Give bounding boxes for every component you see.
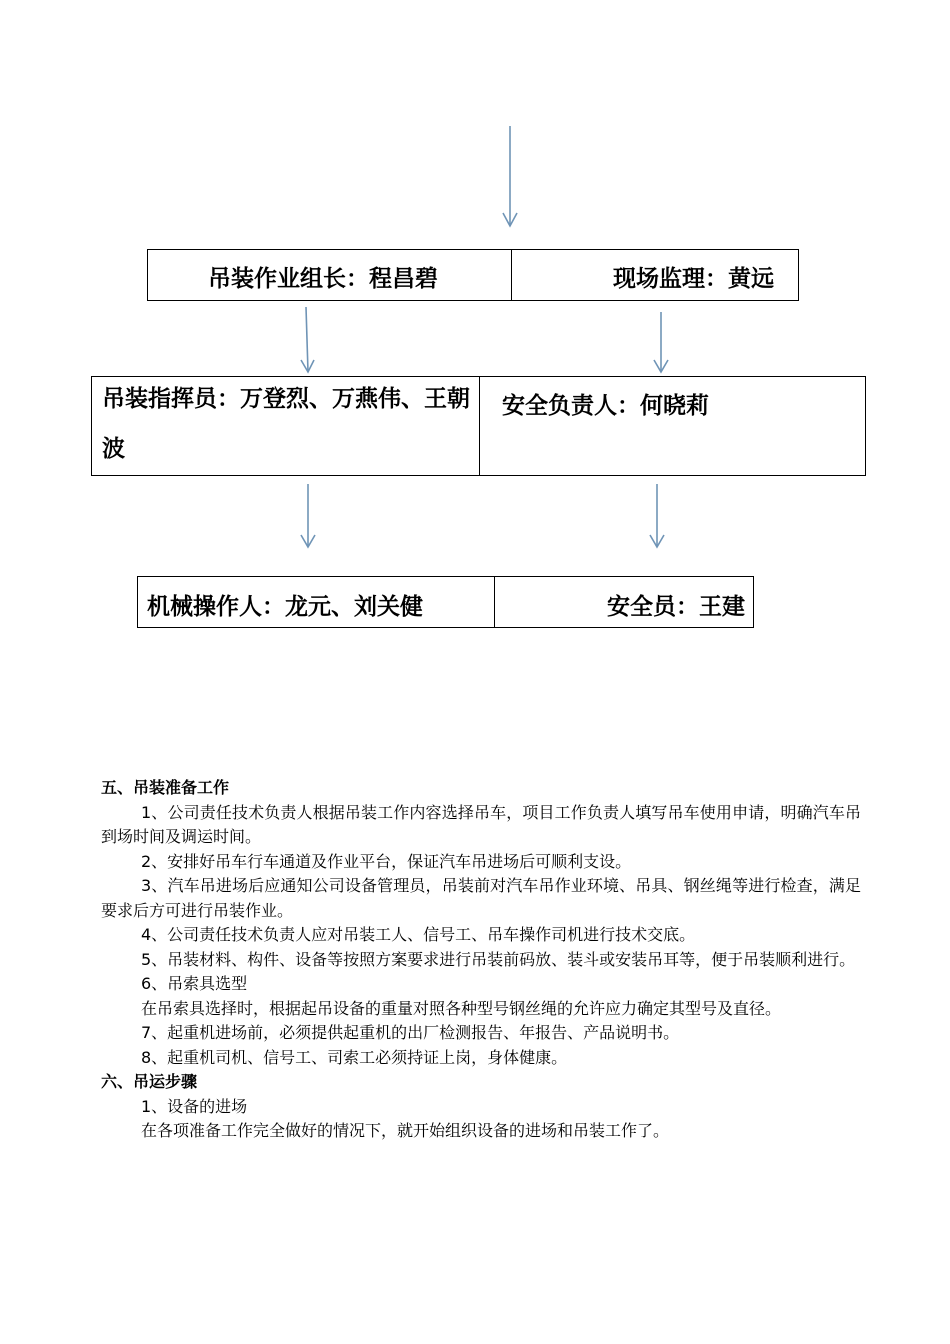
- arrow-right-2-icon: [650, 484, 664, 547]
- arrow-left-1-icon: [301, 307, 314, 372]
- section-5-item: 7、起重机进场前，必须提供起重机的出厂检测报告、年报告、产品说明书。: [141, 1023, 680, 1042]
- arrow-top-icon: [503, 126, 517, 226]
- section-6-heading: 六、吊运步骤: [101, 1072, 198, 1091]
- section-6-item: 1、设备的进场: [141, 1096, 248, 1116]
- document-body: [101, 776, 861, 1144]
- arrow-left-2-icon: [301, 484, 315, 547]
- section-5-item: 6、吊索具选型: [141, 974, 248, 993]
- section-5-item: 2、安排好吊车行车通道及作业平台，保证汽车吊进场后可顺利支设。: [141, 851, 632, 871]
- org-row-3: [137, 576, 754, 628]
- section-5-item: 8、起重机司机、信号工、司索工必须持证上岗，身体健康。: [141, 1047, 568, 1067]
- section-5-item: 在吊索具选择时，根据起吊设备的重量对照各种型号钢丝绳的允许应力确定其型号及直径。: [141, 998, 782, 1018]
- org-row-2: [91, 376, 866, 476]
- section-5-item: 3、汽车吊进场后应通知公司设备管理员，吊装前对汽车吊作业环境、吊具、钢丝绳等进行检查，满足要求后方可进行吊装作业。: [101, 876, 861, 920]
- section-5-heading: 五、吊装准备工作: [101, 778, 230, 797]
- lifting-team-leader: 吊装作业组长：程昌碧: [208, 266, 438, 292]
- org-row-1: [147, 249, 799, 301]
- lifting-commanders: 吊装指挥员：万登烈、万燕伟、王朝波: [102, 386, 470, 462]
- arrow-right-1-icon: [654, 312, 668, 372]
- section-5-item: 4、公司责任技术负责人应对吊装工人、信号工、吊车操作司机进行技术交底。: [141, 925, 696, 944]
- section-5-item: 1、公司责任技术负责人根据吊装工作内容选择吊车，项目工作负责人填写吊车使用申请，明确汽车吊到场时间及调运时间。: [101, 802, 861, 846]
- section-6-item: 在各项准备工作完全做好的情况下，就开始组织设备的进场和吊装工作了。: [141, 1121, 670, 1140]
- machine-operators: 机械操作人：龙元、刘关健: [147, 594, 423, 620]
- section-5-item: 5、吊装材料、构件、设备等按照方案要求进行吊装前码放、装斗或安装吊耳等，便于吊装顺利进行。: [141, 949, 856, 969]
- safety-manager: 安全负责人：何晓莉: [479, 377, 865, 475]
- safety-officer: 安全员：王建: [494, 577, 753, 627]
- site-supervisor: 现场监理：黄远: [511, 250, 798, 300]
